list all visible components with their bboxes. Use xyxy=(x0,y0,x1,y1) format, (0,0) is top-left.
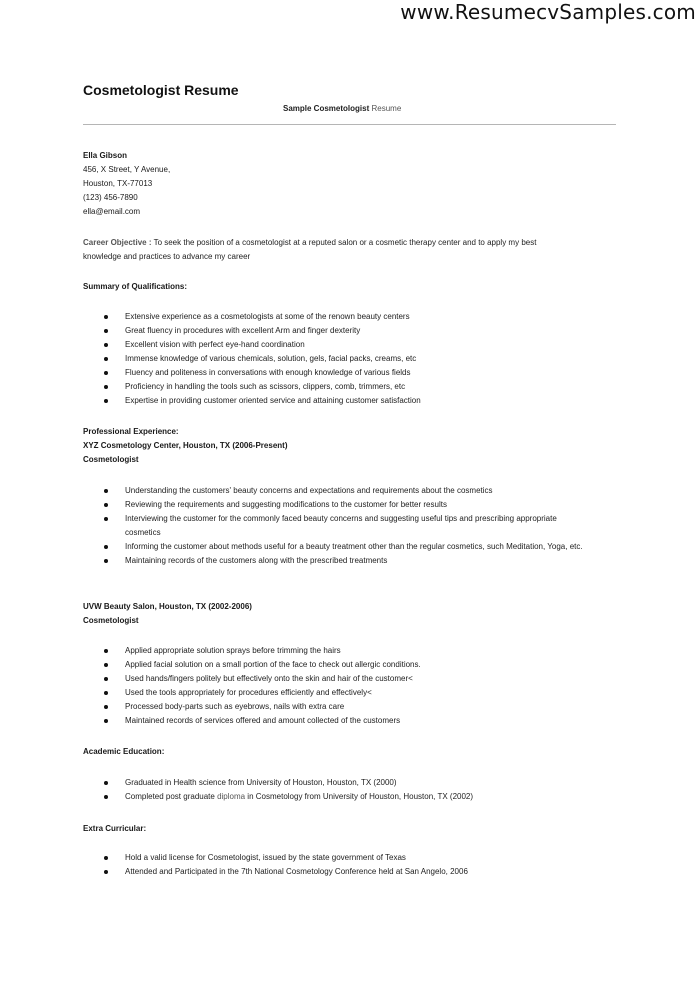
bullet-icon xyxy=(104,329,108,333)
contact-address-1: 456, X Street, Y Avenue, xyxy=(83,165,171,174)
career-objective xyxy=(83,236,623,264)
bullet-icon xyxy=(104,489,108,493)
bullet-icon xyxy=(104,719,108,723)
list-item: Great fluency in procedures with excellent Arm and finger dexterity xyxy=(83,324,623,338)
list-item: Processed body-parts such as eyebrows, nails with extra care xyxy=(83,700,623,714)
contact-address-2: Houston, TX-77013 xyxy=(83,179,153,188)
contact-name: Ella Gibson xyxy=(83,151,128,160)
extra-curricular-list xyxy=(83,851,623,879)
bullet-icon xyxy=(104,781,108,785)
objective-text-2: knowledge and practices to advance my career xyxy=(83,252,251,261)
bullet-icon xyxy=(104,649,108,653)
experience-heading: Professional Experience: xyxy=(83,427,179,436)
job-1-employer: XYZ Cosmetology Center, Houston, TX (2006-Present) xyxy=(83,441,288,450)
bullet-icon xyxy=(104,399,108,403)
bullet-icon xyxy=(104,663,108,667)
bullet-icon xyxy=(104,517,108,521)
contact-block xyxy=(83,149,623,219)
bullet-icon xyxy=(104,357,108,361)
list-item: Understanding the customers' beauty concerns and expectations and requirements about the cosmetics xyxy=(83,484,623,498)
list-item: Expertise in providing customer oriented service and attaining customer satisfaction xyxy=(83,394,623,408)
job-2-role: Cosmetologist xyxy=(83,616,139,625)
job-1-role: Cosmetologist xyxy=(83,455,139,464)
bullet-icon xyxy=(104,559,108,563)
bullet-icon xyxy=(104,795,108,799)
subtitle-bold: Sample Cosmetologist xyxy=(283,104,370,113)
bullet-icon xyxy=(104,705,108,709)
list-item: Applied appropriate solution sprays before trimming the hairs xyxy=(83,644,623,658)
qualifications-heading: Summary of Qualifications: xyxy=(83,282,188,291)
bullet-icon xyxy=(104,856,108,860)
diploma-link[interactable]: diploma xyxy=(217,792,246,801)
header-divider xyxy=(83,124,616,125)
list-item: Fluency and politeness in conversations with enough knowledge of various fields xyxy=(83,366,623,380)
list-item: Reviewing the requirements and suggesting modifications to the customer for better results xyxy=(83,498,623,512)
bullet-icon xyxy=(104,545,108,549)
job-2-duties xyxy=(83,644,623,728)
job-1-duties xyxy=(83,484,623,568)
bullet-icon xyxy=(104,371,108,375)
contact-email: ella@email.com xyxy=(83,207,141,216)
list-item: Used the tools appropriately for procedures efficiently and effectively< xyxy=(83,686,623,700)
list-item: Informing the customer about methods useful for a beauty treatment other than the regular cosmetics, such Meditation, Yoga, etc. xyxy=(83,540,625,554)
objective-label: Career Objective : xyxy=(83,238,152,247)
subtitle-muted: Resume xyxy=(369,104,402,113)
education-list xyxy=(83,776,623,804)
list-item: Attended and Participated in the 7th National Cosmetology Conference held at San Angelo, 2006 xyxy=(83,865,623,879)
extra-curricular-heading: Extra Curricular: xyxy=(83,824,147,833)
education-heading: Academic Education: xyxy=(83,747,165,756)
job-2-employer: UVW Beauty Salon, Houston, TX (2002-2006) xyxy=(83,602,252,611)
bullet-icon xyxy=(104,677,108,681)
bullet-icon xyxy=(104,503,108,507)
objective-text-1: To seek the position of a cosmetologist at a reputed salon or a cosmetic therapy center and to apply my best xyxy=(151,238,537,247)
list-item: Immense knowledge of various chemicals, solution, gels, facial packs, creams, etc xyxy=(83,352,623,366)
list-item: Extensive experience as a cosmetologists at some of the renown beauty centers xyxy=(83,310,623,324)
list-item: Interviewing the customer for the commonly faced beauty concerns and suggesting useful tips and prescribing appropriate cosmetics xyxy=(83,512,590,540)
bullet-icon xyxy=(104,870,108,874)
list-item: Used hands/fingers politely but effectively onto the skin and hair of the customer< xyxy=(83,672,623,686)
list-item: Proficiency in handling the tools such as scissors, clippers, comb, trimmers, etc xyxy=(83,380,623,394)
list-item: Applied facial solution on a small portion of the face to check out allergic conditions. xyxy=(83,658,623,672)
list-item: Graduated in Health science from University of Houston, Houston, TX (2000) xyxy=(83,776,623,790)
page-title: Cosmetologist Resume xyxy=(83,82,239,98)
list-item: Excellent vision with perfect eye-hand coordination xyxy=(83,338,623,352)
bullet-icon xyxy=(104,343,108,347)
experience-header xyxy=(83,425,623,467)
list-item: Hold a valid license for Cosmetologist, issued by the state government of Texas xyxy=(83,851,623,865)
list-item: Maintaining records of the customers along with the prescribed treatments xyxy=(83,554,623,568)
qualifications-list xyxy=(83,310,623,408)
site-watermark: www.ResumecvSamples.com xyxy=(400,0,696,24)
job-2-header xyxy=(83,600,623,628)
list-item: Completed post graduate diploma in Cosmetology from University of Houston, Houston, TX (2002) xyxy=(83,790,623,804)
contact-phone: (123) 456-7890 xyxy=(83,193,138,202)
bullet-icon xyxy=(104,315,108,319)
page-subtitle xyxy=(283,104,401,113)
bullet-icon xyxy=(104,691,108,695)
list-item: Maintained records of services offered and amount collected of the customers xyxy=(83,714,623,728)
bullet-icon xyxy=(104,385,108,389)
